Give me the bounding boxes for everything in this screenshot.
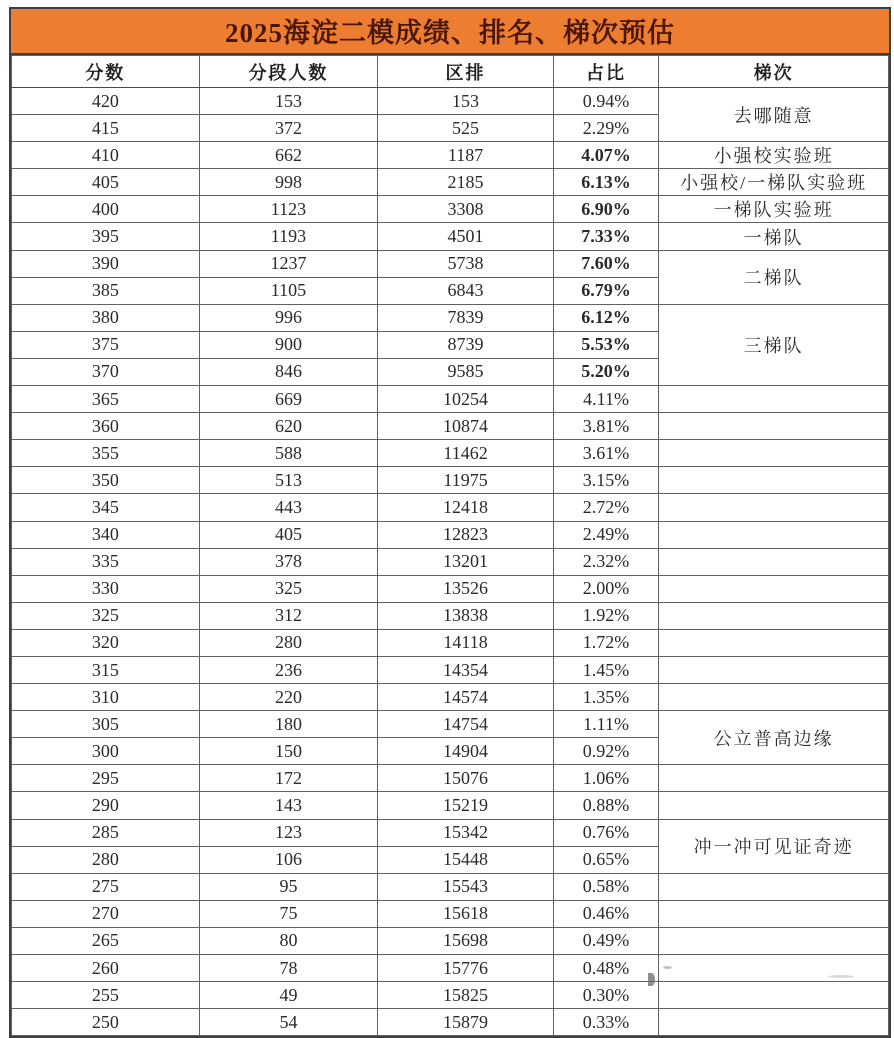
rank-cell: 13201 xyxy=(378,548,554,575)
pct-cell: 0.94% xyxy=(553,88,658,115)
count-cell: 996 xyxy=(199,304,378,331)
tier-cell: 一梯队 xyxy=(659,223,889,250)
score-cell: 360 xyxy=(12,413,200,440)
pct-cell: 2.72% xyxy=(553,494,658,521)
score-cell: 415 xyxy=(12,115,200,142)
count-cell: 1237 xyxy=(199,250,378,277)
col-header-1: 分段人数 xyxy=(199,56,378,88)
score-cell: 400 xyxy=(12,196,200,223)
rank-cell: 3308 xyxy=(378,196,554,223)
pct-cell: 2.32% xyxy=(553,548,658,575)
tier-cell xyxy=(659,982,889,1009)
pct-cell: 1.92% xyxy=(553,602,658,629)
pct-cell: 6.90% xyxy=(553,196,658,223)
rank-cell: 15776 xyxy=(378,955,554,982)
table-header-row xyxy=(12,56,889,88)
count-cell: 405 xyxy=(199,521,378,548)
rank-cell: 15342 xyxy=(378,819,554,846)
count-cell: 312 xyxy=(199,602,378,629)
pct-cell: 0.65% xyxy=(553,846,658,873)
count-cell: 669 xyxy=(199,386,378,413)
rank-cell: 15076 xyxy=(378,765,554,792)
pct-cell: 3.61% xyxy=(553,440,658,467)
tier-cell: 冲一冲可见证奇迹 xyxy=(659,819,889,873)
count-cell: 662 xyxy=(199,142,378,169)
tier-cell: 小强校/一梯队实验班 xyxy=(659,169,889,196)
tier-cell xyxy=(659,386,889,413)
table-row xyxy=(12,304,889,331)
rank-cell: 1187 xyxy=(378,142,554,169)
pct-cell: 3.15% xyxy=(553,467,658,494)
score-cell: 325 xyxy=(12,602,200,629)
col-header-2: 区排 xyxy=(378,56,554,88)
pct-cell: 2.49% xyxy=(553,521,658,548)
tier-cell: 小强校实验班 xyxy=(659,142,889,169)
pct-cell: 0.58% xyxy=(553,873,658,900)
score-cell: 260 xyxy=(12,955,200,982)
count-cell: 620 xyxy=(199,413,378,440)
count-cell: 1105 xyxy=(199,277,378,304)
tier-cell xyxy=(659,955,889,982)
count-cell: 443 xyxy=(199,494,378,521)
rank-cell: 14904 xyxy=(378,738,554,765)
scan-artifact xyxy=(828,975,854,978)
table-row xyxy=(12,711,889,738)
count-cell: 220 xyxy=(199,684,378,711)
count-cell: 153 xyxy=(199,88,378,115)
pct-cell: 4.07% xyxy=(553,142,658,169)
score-cell: 290 xyxy=(12,792,200,819)
table-row xyxy=(12,386,889,413)
tier-cell: 二梯队 xyxy=(659,250,889,304)
col-header-0: 分数 xyxy=(12,56,200,88)
pct-cell: 7.33% xyxy=(553,223,658,250)
count-cell: 846 xyxy=(199,358,378,385)
rank-cell: 525 xyxy=(378,115,554,142)
col-header-4: 梯次 xyxy=(659,56,889,88)
tier-cell: 三梯队 xyxy=(659,304,889,385)
rank-cell: 12823 xyxy=(378,521,554,548)
pct-cell: 0.30% xyxy=(553,982,658,1009)
score-cell: 265 xyxy=(12,927,200,954)
rank-cell: 8739 xyxy=(378,331,554,358)
tier-cell xyxy=(659,494,889,521)
table-row xyxy=(12,575,889,602)
tier-cell xyxy=(659,548,889,575)
count-cell: 280 xyxy=(199,629,378,656)
count-cell: 49 xyxy=(199,982,378,1009)
pct-cell: 4.11% xyxy=(553,386,658,413)
pct-cell: 1.35% xyxy=(553,684,658,711)
score-cell: 275 xyxy=(12,873,200,900)
tier-cell xyxy=(659,765,889,792)
table-row xyxy=(12,88,889,115)
pct-cell: 6.79% xyxy=(553,277,658,304)
count-cell: 106 xyxy=(199,846,378,873)
score-table xyxy=(11,55,889,1036)
count-cell: 78 xyxy=(199,955,378,982)
count-cell: 80 xyxy=(199,927,378,954)
score-cell: 370 xyxy=(12,358,200,385)
score-cell: 295 xyxy=(12,765,200,792)
count-cell: 150 xyxy=(199,738,378,765)
pct-cell: 0.48% xyxy=(553,955,658,982)
rank-cell: 12418 xyxy=(378,494,554,521)
tier-cell xyxy=(659,900,889,927)
tier-cell xyxy=(659,602,889,629)
count-cell: 172 xyxy=(199,765,378,792)
pct-cell: 3.81% xyxy=(553,413,658,440)
scan-artifact xyxy=(663,966,672,969)
score-cell: 395 xyxy=(12,223,200,250)
pct-cell: 6.13% xyxy=(553,169,658,196)
count-cell: 143 xyxy=(199,792,378,819)
table-row xyxy=(12,792,889,819)
table-title-bar xyxy=(11,9,889,55)
table-row xyxy=(12,927,889,954)
rank-cell: 15825 xyxy=(378,982,554,1009)
tier-cell: 一梯队实验班 xyxy=(659,196,889,223)
table-row xyxy=(12,955,889,982)
count-cell: 900 xyxy=(199,331,378,358)
table-row xyxy=(12,467,889,494)
score-cell: 300 xyxy=(12,738,200,765)
table-row xyxy=(12,765,889,792)
score-cell: 310 xyxy=(12,684,200,711)
count-cell: 180 xyxy=(199,711,378,738)
tier-cell xyxy=(659,684,889,711)
score-cell: 365 xyxy=(12,386,200,413)
table-body xyxy=(12,88,889,1036)
rank-cell: 15698 xyxy=(378,927,554,954)
score-cell: 340 xyxy=(12,521,200,548)
rank-cell: 7839 xyxy=(378,304,554,331)
pct-cell: 0.88% xyxy=(553,792,658,819)
table-row xyxy=(12,1009,889,1036)
pct-cell: 6.12% xyxy=(553,304,658,331)
score-cell: 375 xyxy=(12,331,200,358)
rank-cell: 10874 xyxy=(378,413,554,440)
rank-cell: 15543 xyxy=(378,873,554,900)
tier-cell: 公立普高边缘 xyxy=(659,711,889,765)
score-cell: 420 xyxy=(12,88,200,115)
score-cell: 285 xyxy=(12,819,200,846)
rank-cell: 14574 xyxy=(378,684,554,711)
tier-cell xyxy=(659,1009,889,1036)
rank-cell: 10254 xyxy=(378,386,554,413)
rank-cell: 15448 xyxy=(378,846,554,873)
rank-cell: 4501 xyxy=(378,223,554,250)
count-cell: 378 xyxy=(199,548,378,575)
pct-cell: 2.29% xyxy=(553,115,658,142)
score-cell: 390 xyxy=(12,250,200,277)
rank-cell: 11975 xyxy=(378,467,554,494)
score-cell: 355 xyxy=(12,440,200,467)
rank-cell: 2185 xyxy=(378,169,554,196)
pct-cell: 5.20% xyxy=(553,358,658,385)
table-row xyxy=(12,548,889,575)
pct-cell: 0.92% xyxy=(553,738,658,765)
rank-cell: 9585 xyxy=(378,358,554,385)
count-cell: 75 xyxy=(199,900,378,927)
rank-cell: 13838 xyxy=(378,602,554,629)
pct-cell: 7.60% xyxy=(553,250,658,277)
count-cell: 372 xyxy=(199,115,378,142)
table-row xyxy=(12,900,889,927)
table-row xyxy=(12,196,889,223)
score-cell: 330 xyxy=(12,575,200,602)
tier-cell xyxy=(659,792,889,819)
col-header-3: 占比 xyxy=(553,56,658,88)
score-cell: 350 xyxy=(12,467,200,494)
tier-cell xyxy=(659,873,889,900)
tier-cell xyxy=(659,521,889,548)
count-cell: 513 xyxy=(199,467,378,494)
tier-cell xyxy=(659,413,889,440)
page-title: 2025海淀二模成绩、排名、梯次预估 xyxy=(225,17,675,48)
rank-cell: 14354 xyxy=(378,656,554,683)
tier-cell xyxy=(659,629,889,656)
table-row xyxy=(12,656,889,683)
pct-cell: 0.33% xyxy=(553,1009,658,1036)
table-row xyxy=(12,873,889,900)
score-cell: 255 xyxy=(12,982,200,1009)
count-cell: 588 xyxy=(199,440,378,467)
count-cell: 1193 xyxy=(199,223,378,250)
table-row xyxy=(12,629,889,656)
pct-cell: 0.49% xyxy=(553,927,658,954)
pct-cell: 0.46% xyxy=(553,900,658,927)
count-cell: 95 xyxy=(199,873,378,900)
score-cell: 270 xyxy=(12,900,200,927)
rank-cell: 13526 xyxy=(378,575,554,602)
count-cell: 123 xyxy=(199,819,378,846)
rank-cell: 15618 xyxy=(378,900,554,927)
count-cell: 998 xyxy=(199,169,378,196)
table-row xyxy=(12,982,889,1009)
score-cell: 305 xyxy=(12,711,200,738)
count-cell: 54 xyxy=(199,1009,378,1036)
rank-cell: 11462 xyxy=(378,440,554,467)
table-row xyxy=(12,494,889,521)
pct-cell: 1.72% xyxy=(553,629,658,656)
scan-artifact xyxy=(648,973,655,986)
rank-cell: 5738 xyxy=(378,250,554,277)
table-row xyxy=(12,142,889,169)
score-cell: 380 xyxy=(12,304,200,331)
rank-cell: 14118 xyxy=(378,629,554,656)
score-cell: 315 xyxy=(12,656,200,683)
score-cell: 345 xyxy=(12,494,200,521)
tier-cell xyxy=(659,467,889,494)
score-cell: 280 xyxy=(12,846,200,873)
score-cell: 385 xyxy=(12,277,200,304)
score-cell: 335 xyxy=(12,548,200,575)
table-row xyxy=(12,250,889,277)
rank-cell: 15879 xyxy=(378,1009,554,1036)
score-cell: 405 xyxy=(12,169,200,196)
score-cell: 410 xyxy=(12,142,200,169)
rank-cell: 153 xyxy=(378,88,554,115)
tier-cell xyxy=(659,656,889,683)
rank-cell: 15219 xyxy=(378,792,554,819)
tier-cell: 去哪随意 xyxy=(659,88,889,142)
tier-cell xyxy=(659,440,889,467)
tier-cell xyxy=(659,575,889,602)
pct-cell: 5.53% xyxy=(553,331,658,358)
score-cell: 250 xyxy=(12,1009,200,1036)
table-row xyxy=(12,440,889,467)
table-row xyxy=(12,223,889,250)
table-row xyxy=(12,684,889,711)
score-cell: 320 xyxy=(12,629,200,656)
pct-cell: 1.11% xyxy=(553,711,658,738)
pct-cell: 1.06% xyxy=(553,765,658,792)
pct-cell: 2.00% xyxy=(553,575,658,602)
table-row xyxy=(12,169,889,196)
count-cell: 1123 xyxy=(199,196,378,223)
table-row xyxy=(12,819,889,846)
table-row xyxy=(12,602,889,629)
pct-cell: 1.45% xyxy=(553,656,658,683)
rank-cell: 6843 xyxy=(378,277,554,304)
pct-cell: 0.76% xyxy=(553,819,658,846)
tier-cell xyxy=(659,927,889,954)
count-cell: 236 xyxy=(199,656,378,683)
score-table-sheet xyxy=(9,7,891,1038)
table-row xyxy=(12,413,889,440)
count-cell: 325 xyxy=(199,575,378,602)
table-row xyxy=(12,521,889,548)
rank-cell: 14754 xyxy=(378,711,554,738)
